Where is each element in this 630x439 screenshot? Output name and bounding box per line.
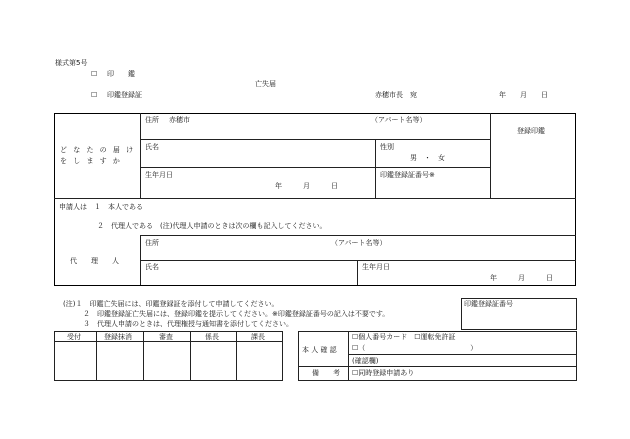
apartment-label: （アパート名等） (371, 116, 427, 124)
col-reception: 受付 (67, 333, 81, 341)
col-deletion: 登録抹消 (104, 333, 132, 341)
sex-options[interactable]: 男 ・ 女 (410, 154, 445, 162)
birth-date-field[interactable]: 年 月 日 (275, 182, 338, 190)
identity-label: 本 人 確 認 (302, 346, 337, 354)
address-field[interactable]: 赤穂市 (169, 116, 190, 124)
col-manager: 課長 (251, 333, 265, 341)
divider (357, 260, 358, 285)
applicant-side-label-1: ど な た の 届 け (60, 146, 136, 154)
agent-name-label: 氏名 (145, 263, 159, 271)
divider (348, 331, 349, 380)
birth-label: 生年月日 (145, 171, 173, 179)
id-options-line-2[interactable]: ☐（ ） (352, 344, 478, 352)
main-box-bottom (54, 285, 576, 286)
note-2: ２ 印鑑登録証亡失届には、登録印鑑を提示してください。※印鑑登録証番号の記入は不要です。 (83, 310, 390, 318)
col-review: 審査 (159, 333, 173, 341)
main-box-left (54, 113, 55, 286)
applicant-side-label-2: を し ま す か (60, 157, 122, 165)
cert-number-label: 印鑑登録証番号※ (380, 171, 435, 179)
sex-label: 性別 (380, 143, 394, 151)
requester-line-2: ２ 代理人である (注)代理人申請のときは次の欄も記入してください。 (97, 222, 327, 230)
divider (143, 331, 144, 380)
divider (54, 341, 282, 342)
header-date: 年 月 日 (499, 91, 548, 99)
agent-apartment-label: （アパート名等） (331, 239, 387, 247)
divider (140, 113, 141, 198)
divider (375, 139, 376, 198)
divider (236, 331, 237, 380)
divider (190, 331, 191, 380)
divider (140, 260, 576, 261)
cert-checkbox[interactable]: ☐ (91, 91, 98, 99)
divider (298, 366, 576, 367)
divider (348, 354, 576, 355)
remarks-label: 備 考 (312, 369, 340, 377)
col-chief: 係長 (205, 333, 219, 341)
requester-line-1: 申請人は １ 本人である (59, 203, 143, 211)
agent-birth-date-field[interactable]: 年 月 日 (490, 274, 553, 282)
divider (140, 167, 490, 168)
registered-seal-label: 登録印鑑 (517, 127, 545, 135)
seal-checkbox[interactable]: ☐ (91, 70, 98, 78)
seal-option-label: 印 鑑 (107, 70, 135, 78)
agent-side-label: 代 理 人 (70, 257, 119, 265)
form-number: 様式第5号 (55, 59, 88, 67)
confirm-label: (確認欄) (352, 357, 379, 365)
main-box-top (54, 113, 576, 114)
agent-address-label: 住所 (145, 239, 159, 247)
divider (54, 198, 576, 199)
divider (140, 235, 576, 236)
divider (96, 331, 97, 380)
address-label: 住所 (145, 116, 159, 124)
addressee: 赤穂市長 宛 (375, 91, 417, 99)
note-3: ３ 代理人申請のときは、代理権授与通知書を添付してください。 (83, 320, 293, 328)
cert-number-box-label: 印鑑登録証番号 (464, 300, 513, 308)
remarks-value[interactable]: ☐同時登録申請あり (352, 369, 415, 377)
note-1: (注)１ 印鑑亡失届には、印鑑登録証を添付して申請してください。 (63, 300, 279, 308)
agent-birth-label: 生年月日 (362, 263, 390, 271)
id-options-line-1[interactable]: ☐個人番号カード ☐運転免許証 (352, 333, 456, 341)
divider (140, 139, 490, 140)
divider (490, 113, 491, 198)
form-title: 亡失届 (255, 80, 276, 88)
cert-option-label: 印鑑登録証 (107, 91, 142, 99)
name-label: 氏名 (145, 143, 159, 151)
